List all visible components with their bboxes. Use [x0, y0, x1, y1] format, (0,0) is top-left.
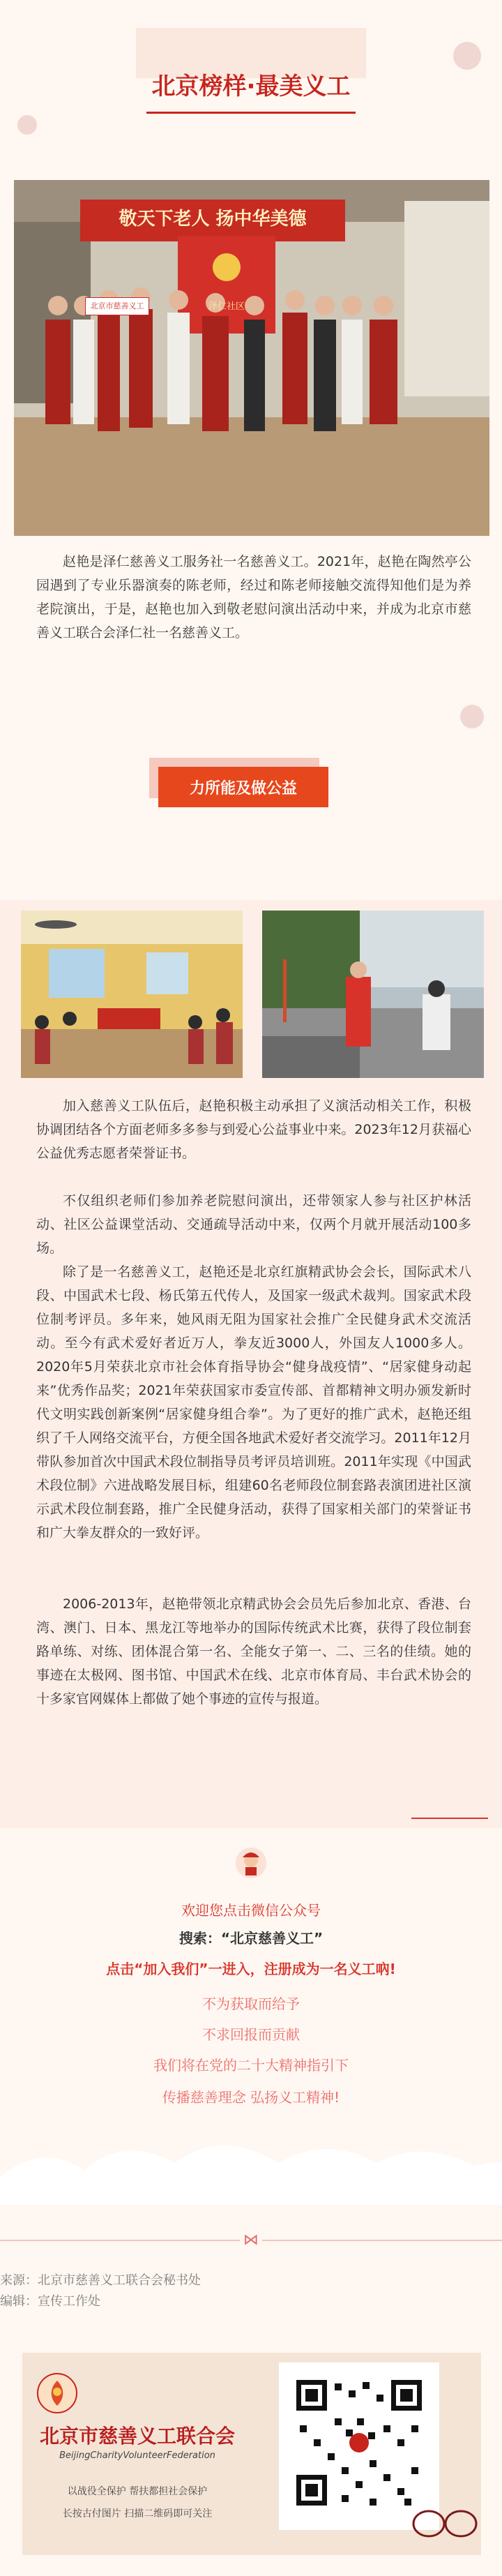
performance-photo [21, 911, 243, 1078]
footer-editor: 编辑：宣传工作处 [0, 2294, 100, 2309]
logo-card [22, 2353, 481, 2555]
body-paragraph: 不仅组织老师们参加养老院慰问演出，还带领家人参与社区护林活动、社区公益课堂活动、交通疏导活动中来，仅两个月就开展活动100多场。 [36, 1193, 471, 1256]
promo-search-label: 搜索： [178, 1930, 221, 1947]
org-note: 以战役全保护 帮扶都担社会保护 [67, 2486, 208, 2497]
promo-search-term: “北京慈善义工” [220, 1930, 324, 1947]
page-title: 北京榜样·最美义工 [151, 73, 351, 100]
section-chip: 力所能及做公益 [158, 767, 328, 807]
org-logo-icon [36, 2372, 78, 2414]
body-paragraph: 加入慈善义工队伍后，赵艳积极主动承担了义演活动相关工作，积极协调团结各个方面老师多多参与到爱心公益事业中来。2023年12月获福心公益优秀志愿者荣誉证书。 [36, 1098, 471, 1161]
org-note: 长按古付图片 扫描二维码即可关注 [62, 2508, 213, 2519]
mascot-icon [234, 1846, 268, 1880]
divider [411, 1818, 488, 1819]
decor-dot [460, 705, 484, 728]
decor-dot [17, 115, 37, 135]
traffic-photo [262, 911, 484, 1078]
body-paragraph: 除了是一名慈善义工，赵艳还是北京红旗精武协会会长，国际武术八段、中国武术七段、杨氏第五代传人，及国家一级武术裁判。国家武术段位制考评员。多年来，她风雨无阻为国家社会推广全民健身武术交流活动。至今有武术爱好者近万人，拳友近3000人，外国友人1000多人。2020年5月荣获北京市社会体育指导协会“健身战疫情”、“居家健身动起来”优秀作品奖；2021年荣获国家市委宣传部、首都精神文明办颁发新时代文明实践创新案例“居家健身组合拳”。为了更好的推广武术，赵艳还组织了千人网络交流平台，方便全国各地武术爱好者交流学习。2011年12月带队参加首次中国武术段位制指导员考评员培训班。2011年实现《中国武术段位制》六进战略发展目标，组建60名老师段位制套路表演团进社区演示武术段位制套路，推广全民健身活动，获得了国家相关部门的荣誉证书和广大拳友群众的一致好评。 [36, 1264, 471, 1541]
org-en: BeijingCharityVolunteerFederation [59, 2450, 215, 2461]
decor-dot [453, 42, 481, 70]
promo-slogan: 传播慈善理念 弘扬义工精神! [162, 2089, 340, 2106]
body-paragraph: 2006-2013年，赵艳带领北京精武协会会员先后参加北京、香港、台湾、澳门、日本、黑龙江等地举办的国际传统武术比赛，获得了段位制套路单练、对练、团体混合第一名、全能女子第一、二、三名的佳绩。她的事迹在太极网、图书馆、中国武术在线、北京市体育局、丰台武术协会的十多家官网媒体上都做了她个事迹的宣传与报道。 [36, 1596, 471, 1707]
intro-paragraph: 赵艳是泽仁慈善义工服务社一名慈善义工。2021年，赵艳在陶然亭公园遇到了专业乐器演奏的陈老师，经过和陈老师接触交流得知他们是为养老院演出，于是，赵艳也加入到敬老慰问演出活动中来，并成为北京市慈善义工联合会泽仁社一名慈善义工。 [36, 554, 471, 641]
promo-search [0, 1927, 502, 1947]
banner-text: 敬天下老人 扬中华美德 [119, 209, 307, 230]
flag-text: 泽仁社区 [208, 301, 245, 312]
promo-slogan: 不求回报而贡献 [202, 2026, 300, 2043]
org-name: 北京市慈善义工联合会 [39, 2425, 235, 2448]
glasses-icon [409, 2496, 479, 2545]
footer-source: 来源：北京市慈善义工联合会秘书处 [0, 2273, 201, 2288]
bow-icon: ⋈ [240, 2229, 262, 2251]
promo-join: 点击“加入我们”一进入，注册成为一名义工吶! [106, 1961, 396, 1977]
group-photo [14, 180, 489, 536]
sign-text: 北京市慈善义工 [85, 297, 149, 315]
cloud-band [0, 2121, 502, 2205]
promo-slogan: 不为获取而给予 [202, 1995, 300, 2012]
title-underline [146, 112, 356, 114]
promo-welcome: 欢迎您点击微信公众号 [181, 1902, 321, 1919]
promo-slogan: 我们将在党的二十大精神指引下 [153, 2057, 349, 2074]
